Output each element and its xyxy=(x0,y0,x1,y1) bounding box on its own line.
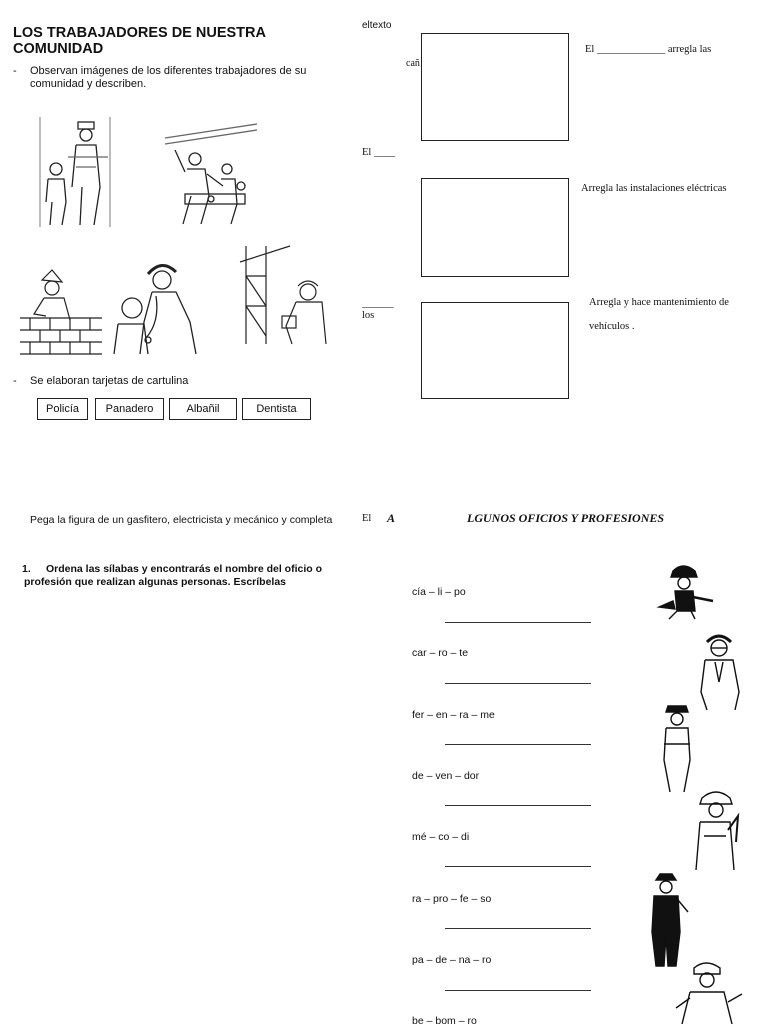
sentence-mecanico-1: Arregla y hace mantenimiento de xyxy=(589,297,729,308)
syllable-item: pa – de – na – ro xyxy=(412,954,492,966)
exercise-number: 1. xyxy=(22,563,31,575)
answer-line[interactable] xyxy=(445,805,591,806)
answer-line[interactable] xyxy=(445,683,591,684)
bullet-dash: - xyxy=(13,375,17,387)
police-officer-clipart xyxy=(642,872,690,968)
dropcap-a: A xyxy=(387,511,396,525)
cut-fragment: cañ xyxy=(406,58,420,69)
chef-clipart xyxy=(676,958,744,1024)
syllable-item: fer – en – ra – me xyxy=(412,709,495,721)
el-label: El xyxy=(362,513,372,524)
page-title: LOS TRABAJADORES DE NUESTRA COMUNIDAD xyxy=(13,25,266,57)
card-dentista: Dentista xyxy=(242,398,311,420)
bricklayer-illustration xyxy=(20,268,102,356)
bullet-dash: - xyxy=(13,65,17,77)
el-blank: El ____ xyxy=(362,147,395,158)
answer-line[interactable] xyxy=(445,866,591,867)
bullet-observe: Observan imágenes de los diferentes trabajadores de su comunidad y describen. xyxy=(30,65,307,90)
syllable-item: cía – li – po xyxy=(412,586,466,598)
los-label: los xyxy=(362,310,375,321)
card-policia: Policía xyxy=(37,398,88,420)
construction-worker-illustration xyxy=(236,246,328,344)
answer-line[interactable] xyxy=(445,622,591,623)
doctor-illustration xyxy=(110,262,200,354)
syllable-item: mé – co – di xyxy=(412,831,470,843)
sentence-electricista: Arregla las instalaciones eléctricas xyxy=(581,183,727,194)
syllable-item: de – ven – dor xyxy=(412,770,480,782)
section-heading: LGUNOS OFICIOS Y PROFESIONES xyxy=(467,511,665,525)
syllable-item: be – bom – ro xyxy=(412,1015,477,1027)
paste-box-2 xyxy=(421,178,569,277)
paste-box-3 xyxy=(421,302,569,399)
sentence-mecanico-2: vehículos . xyxy=(589,321,635,332)
syllable-item: car – ro – te xyxy=(412,647,469,659)
eltexto-label: eltexto xyxy=(362,20,392,31)
mailman-clipart xyxy=(660,704,694,794)
card-panadero: Panadero xyxy=(95,398,164,420)
sentence-gasfitero: El _____________ arregla las xyxy=(585,44,712,55)
answer-line[interactable] xyxy=(445,990,591,991)
syllable-item: ra – pro – fe – so xyxy=(412,893,492,905)
plumber-clipart xyxy=(690,786,740,872)
los-blank: ______ xyxy=(362,298,394,309)
bullet-cards: Se elaboran tarjetas de cartulina xyxy=(30,375,189,387)
police-child-illustration xyxy=(38,117,112,227)
answer-line[interactable] xyxy=(445,928,591,929)
teacher-clipart xyxy=(697,632,743,712)
paste-instruction: Pega la figura de un gasfitero, electricista y mecánico y completa xyxy=(30,514,333,526)
card-albanil: Albañil xyxy=(169,398,237,420)
answer-line[interactable] xyxy=(445,744,591,745)
baker-illustration xyxy=(165,124,257,228)
firefighter-clipart xyxy=(655,561,717,621)
exercise-instruction: Ordena las sílabas y encontrarás el nombre del oficio o profesión que realizan algunas personas. Escríbelas xyxy=(24,563,323,588)
paste-box-1 xyxy=(421,33,569,141)
